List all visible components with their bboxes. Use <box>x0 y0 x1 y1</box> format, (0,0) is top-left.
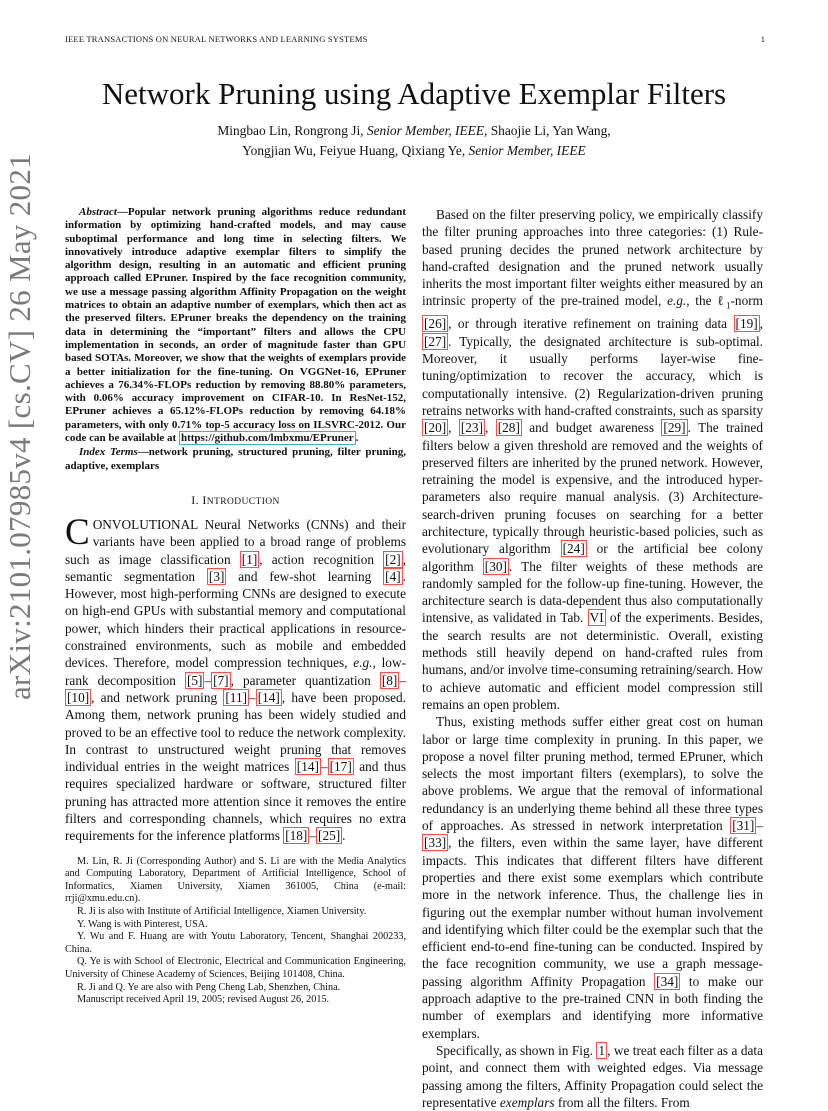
intro-text: , parameter quantization <box>230 672 380 688</box>
citation-link[interactable]: [27] <box>424 333 447 349</box>
intro-text: and few-shot learning <box>226 568 384 584</box>
citation-link[interactable]: [25] <box>318 828 341 844</box>
citation-link[interactable]: [23] <box>460 420 484 436</box>
intro-text: e.g. <box>353 655 373 671</box>
running-head: IEEE TRANSACTIONS ON NEURAL NETWORKS AND LEARNING SYSTEMS <box>65 34 368 44</box>
abstract-lead: Abstract <box>79 206 117 218</box>
citation-link[interactable]: [17] <box>329 759 352 775</box>
figure-link[interactable]: 1 <box>598 1042 606 1058</box>
body-paragraph-2: Thus, existing methods suffer either great cost on human labor or large time complexity in pruning. In this paper, we propose a novel filter pruning method, termed EPruner, which selects the most important filters (exemplars), to solve the above problems. We argue that the removal of informational redundancy is an underlying theme behind all these three types of approaches. As stressed in network interpretation [31] –[33] , the filters, even within the same layer, have different impacts. This indicates that different filters have different properties and there exist some exemplars which contribute more in the network inference. Thus, the challenge lies in figuring out the exemplar number without human involvement and identifying which filter could be the exemplar such that the efficient end-to-end fine-tuning can be conducted. Inspired by the face recognition community, we use a graph message-passing algorithm Affinity Propagation [34] to make our approach adaptive to the pre-trained CNN in both finding the number of exemplars and identifying more informative exemplars. <box>422 714 763 1041</box>
footnote: Manuscript received April 19, 2005; revised August 26, 2015. <box>77 994 330 1006</box>
left-column <box>65 206 406 1007</box>
body-text: . Typically, the designated architecture is sub-optimal. Moreover, it usually performs layer-wise fine-tuning/optimization to recover the accuracy, which is computationally intensive. (2) Regularization-driven pruning retrains networks with hand-crafted constraints, such as sparsity <box>422 333 763 418</box>
citation-link[interactable]: [34] <box>656 973 679 989</box>
body-text: . The filter weights of these methods are randomly sampled for the follow-up fine-tuning. However, the architecture search is data-dependent thus also computationally intensive, as validated in Tab. <box>422 558 763 626</box>
body-text: 1 <box>726 301 731 312</box>
drop-cap: C <box>65 511 90 553</box>
footnote: R. Ji and Q. Ye are also with Peng Cheng Lab, Shenzhen, China. <box>77 981 341 993</box>
body-text: , we treat each filter as a data point, and connect them with weighted edges. Via message passing among the filters, Affinity Propagation could select the representative <box>422 1042 763 1110</box>
citation-link[interactable]: [29] <box>663 420 686 436</box>
intro-paragraph-1: CONVOLUTIONAL Neural Networks (CNNs) and their variants have been applied to a broad range of problems such as image classification [1] , action recognition [2] , semantic segmentation [3] and few-shot learning [4] . However, most high-performing CNNs are designed to execute on high-end GPUs with substantial memory and computational power, which hinders their practical applications in resource-constrained environments, such as mobile and embedded devices. Therefore, model compression techniques, e.g., low-rank decomposition [5] – [7] , parameter quantization [8] –[10] , and network pruning [11] – [14] , have been proposed. Among them, network pruning has been widely studied and proved to be an effective tool to reduce the network complexity. In contrast to unstructured weight pruning that removes individual entries in the weight matrices [14] – [17] and thus requires specialized hardware or software, structured filter pruning has attracted more attention since it removes the entire filters and corresponding channels, which requires no extra requirements for the inference platforms [18] – [25] . <box>65 511 407 844</box>
right-column <box>422 206 763 1111</box>
citation-link[interactable]: [14] <box>257 689 280 705</box>
citation-link[interactable]: [11] <box>225 689 248 705</box>
citation-link[interactable]: [10] <box>67 689 90 705</box>
citation-link[interactable]: [28] <box>497 420 520 436</box>
index-terms <box>65 446 406 473</box>
author-line-2: Yongjian Wu, Feiyue Huang, Qixiang Ye, Senior Member, IEEE <box>242 143 586 158</box>
intro-text: ONVOLUTIONAL Neural Networks (CNNs) and their variants have been applied to a broad range of problems such as image classification <box>65 516 406 567</box>
citation-link[interactable]: [2] <box>385 551 401 567</box>
intro-text: . <box>342 828 346 844</box>
paper-title: Network Pruning using Adaptive Exemplar Filters <box>101 76 727 111</box>
citation-link[interactable]: [26] <box>424 316 447 332</box>
body-text: e.g. <box>667 293 687 309</box>
citation-link[interactable]: [19] <box>735 316 758 332</box>
footnote: M. Lin, R. Ji (Corresponding Author) and S. Li are with the Media Analytics and Computing Laboratory, Department of Artificial Intelligence, School of Informatics, Xiamen University, Xiamen 361005, China (e-mail: rrji@xmu.edu.cn). <box>65 855 406 905</box>
intro-text: , have been proposed. Among them, network pruning has been widely studied and proved to be an effective tool to reduce the network complexity. In contrast to unstructured weight pruning that removes individual entries in the weight matrices <box>65 689 406 775</box>
body-text: to make our approach adaptive to the pre-trained CNN in both finding the number of exemplars and identifying more informative exemplars. <box>422 973 763 1041</box>
intro-text: , low-rank decomposition <box>65 655 406 688</box>
body-text: , the filters, even within the same layer, have different impacts. This indicates that different filters have different properties and there exist some exemplars which contribute more in the network inference. Thus, the challenge lies in figuring out the exemplar number without human involvement and identifying which filter could be the exemplar such that the efficient end-to-end fine-tuning can be conducted. Inspired by the face recognition community, we use a graph message-passing algorithm Affinity Propagation <box>422 835 763 989</box>
code-link[interactable]: https://github.com/lmbxmu/EPruner <box>180 432 354 445</box>
page-number: 1 <box>760 34 765 44</box>
body-text: Thus, existing methods suffer either great cost on human labor or large time complexity in pruning. In this paper, we propose a novel filter pruning method, termed EPruner, which selects the most important filters (exemplars), to solve the above problems. We argue that the removal of informational redundancy is an underlying theme behind all these three types of approaches. As stressed in network interpretation <box>422 714 763 834</box>
body-text: . The trained filters below a given threshold are removed and the weights of preserved filters are inherited by the pruned network. However, retraining the model is expensive, and the introduced hyper-parameters also require manual analysis. (3) Architecture-search-driven pruning focuses on searching for a better architecture, typically through heuristic-based policies, such as evolutionary algorithm <box>422 420 763 557</box>
citation-link[interactable]: [33] <box>424 835 447 851</box>
body-text: , or through iterative refinement on training data <box>448 316 734 332</box>
citation-link[interactable]: [5] <box>186 672 203 688</box>
footnote: Y. Wang is with Pinterest, USA. <box>77 918 208 930</box>
intro-text: and thus requires specialized hardware or software, structured filter pruning has attracted more attention since it removes the entire filters and corresponding channels, which requires no extra requirements for the inference platforms <box>65 759 406 844</box>
body-text: -norm <box>730 293 763 309</box>
body-text: or the artificial bee colony algorithm <box>422 541 763 574</box>
intro-text: . However, most high-performing CNNs are designed to execute on high-end GPUs with substantial memory and computational power, which hinders their practical applications in resource-constrained environments, such as mobile and embedded devices. Therefore, model compression techniques, <box>65 568 406 671</box>
abstract-body: —Popular network pruning algorithms reduce redundant information by optimizing hand-crafted models, and may cause suboptimal performance and long time in selecting filters. We innovatively introduce adaptive exemplar filters to simplify the algorithm design, resulting in an automatic and efficient pruning approach called EPruner. Inspired by the face recognition community, we use a message passing algorithm Affinity Propagation on the weight matrices to obtain an adaptive number of exemplars, which then act as the preserved filters. EPruner breaks the dependency on the training data in determining the “important” filters and allows the CPU implementation in seconds, an order of magnitude faster than GPU based SOTAs. Moreover, we show that the weights of exemplars provide a better initialization for the fine-tuning. On VGGNet-16, EPruner achieves a 76.34%-FLOPs reduction by removing 88.80% parameters, with 0.06% accuracy improvement on CIFAR-10. In ResNet-152, EPruner achieves a 65.12%-FLOPs reduction by removing 64.18% parameters, with only 0.71% top-5 accuracy loss on ILSVRC-2012. Our code can be available at <box>65 206 406 445</box>
citation-link[interactable]: [24] <box>562 541 585 557</box>
table-link[interactable]: VI <box>589 610 604 626</box>
citation-link[interactable]: [4] <box>385 568 401 584</box>
citation-link[interactable]: [30] <box>484 558 507 574</box>
section-heading: I. INTRODUCTION <box>191 492 280 507</box>
author-line-1: Mingbao Lin, Rongrong Ji, Senior Member, IEEE, Shaojie Li, Yan Wang, <box>217 123 611 138</box>
citation-link[interactable]: [1] <box>241 551 258 567</box>
author-list <box>0 121 828 161</box>
body-text: Specifically, as shown in Fig. <box>436 1042 597 1058</box>
citation-link[interactable]: [31] <box>732 818 755 834</box>
arxiv-stamp[interactable]: arXiv:2101.07985v4 [cs.CV] 26 May 2021 <box>2 153 37 700</box>
citation-link[interactable]: [18] <box>285 828 308 844</box>
body-text: , the ℓ <box>686 293 726 309</box>
body-text: of the experiments. Besides, the search results are not deterministic. Overall, existing methods still heavily depend on hand-crafted rules from humans, and/or involve time-consuming retraining/search. How to achieve automatic and efficient model compression still remains an open problem. <box>422 610 763 712</box>
body-text: from all the filters. From <box>554 1094 690 1110</box>
intro-text: , and network pruning <box>91 689 224 705</box>
citation-link[interactable]: [7] <box>213 672 229 688</box>
index-terms-body: —network pruning, structured pruning, filter pruning, adaptive, exemplars <box>65 446 406 472</box>
footnotes <box>65 856 406 1007</box>
intro-text: , semantic segmentation <box>65 551 406 584</box>
citation-link[interactable]: [14] <box>296 759 319 775</box>
abstract <box>65 206 406 445</box>
body-text: exemplars <box>499 1094 555 1110</box>
citation-link[interactable]: [20] <box>424 420 447 436</box>
abstract-end: . <box>355 432 359 445</box>
body-paragraph-3 <box>422 1042 763 1111</box>
citation-link[interactable]: [3] <box>208 568 225 584</box>
body-paragraph-1: Based on the filter preserving policy, we empirically classify the filter pruning approaches into three categories: (1) Rule-based pruning decides the pruned network architecture by hand-crafted designation and the pruned network usually inherits the most important filter weights either measured by an intrinsic property of the pre-trained model, e.g., the ℓ$_1$-norm [26] , or through iterative refinement on training data [19] , [27] . Typically, the designated architecture is sub-optimal. Moreover, it usually performs layer-wise fine-tuning/optimization to recover the accuracy, which is computationally intensive. (2) Regularization-driven pruning retrains networks with hand-crafted constraints, such as sparsity [20] , [23] , [28] and budget awareness [29] . The trained filters below a given threshold are removed and the weights of preserved filters are inherited by the pruned network. However, retraining the model is expensive, and the introduced hyper-parameters also require manual analysis. (3) Architecture-search-driven pruning focuses on searching for a better architecture, typically through heuristic-based policies, such as evolutionary algorithm [24] or the artificial bee colony algorithm [30] . The filter weights of these methods are randomly sampled for the follow-up fine-tuning. However, the architecture search is data-dependent thus also computationally intensive, as validated in Tab. VI of the experiments. Besides, the search results are not deterministic. Overall, existing methods still heavily depend on hand-crafted rules from humans, and/or involve time-consuming retraining/search. How to achieve automatic and efficient model compression still remains an open problem. <box>422 207 763 712</box>
citation-link[interactable]: [8] <box>381 672 398 688</box>
intro-text: , action recognition <box>259 551 384 567</box>
index-terms-lead: Index Terms <box>79 446 138 459</box>
body-text: Based on the filter preserving policy, we empirically classify the filter pruning approaches into three categories: (1) Rule-based pruning decides the pruned network architecture by hand-crafted designation and the pruned network usually inherits the most important filter weights either measured by an intrinsic property of the pre-trained model, <box>422 207 763 309</box>
footnote: Q. Ye is with School of Electronic, Electrical and Communication Engineering, University of Chinese Academy of Sciences, Beijing 101408, China. <box>65 956 406 980</box>
body-text: and budget awareness <box>521 420 662 436</box>
footnote: Y. Wu and F. Huang are with Youtu Laboratory, Tencent, Shanghai 200233, China. <box>65 931 406 955</box>
footnote: R. Ji is also with Institute of Artificial Intelligence, Xiamen University. <box>77 905 367 917</box>
